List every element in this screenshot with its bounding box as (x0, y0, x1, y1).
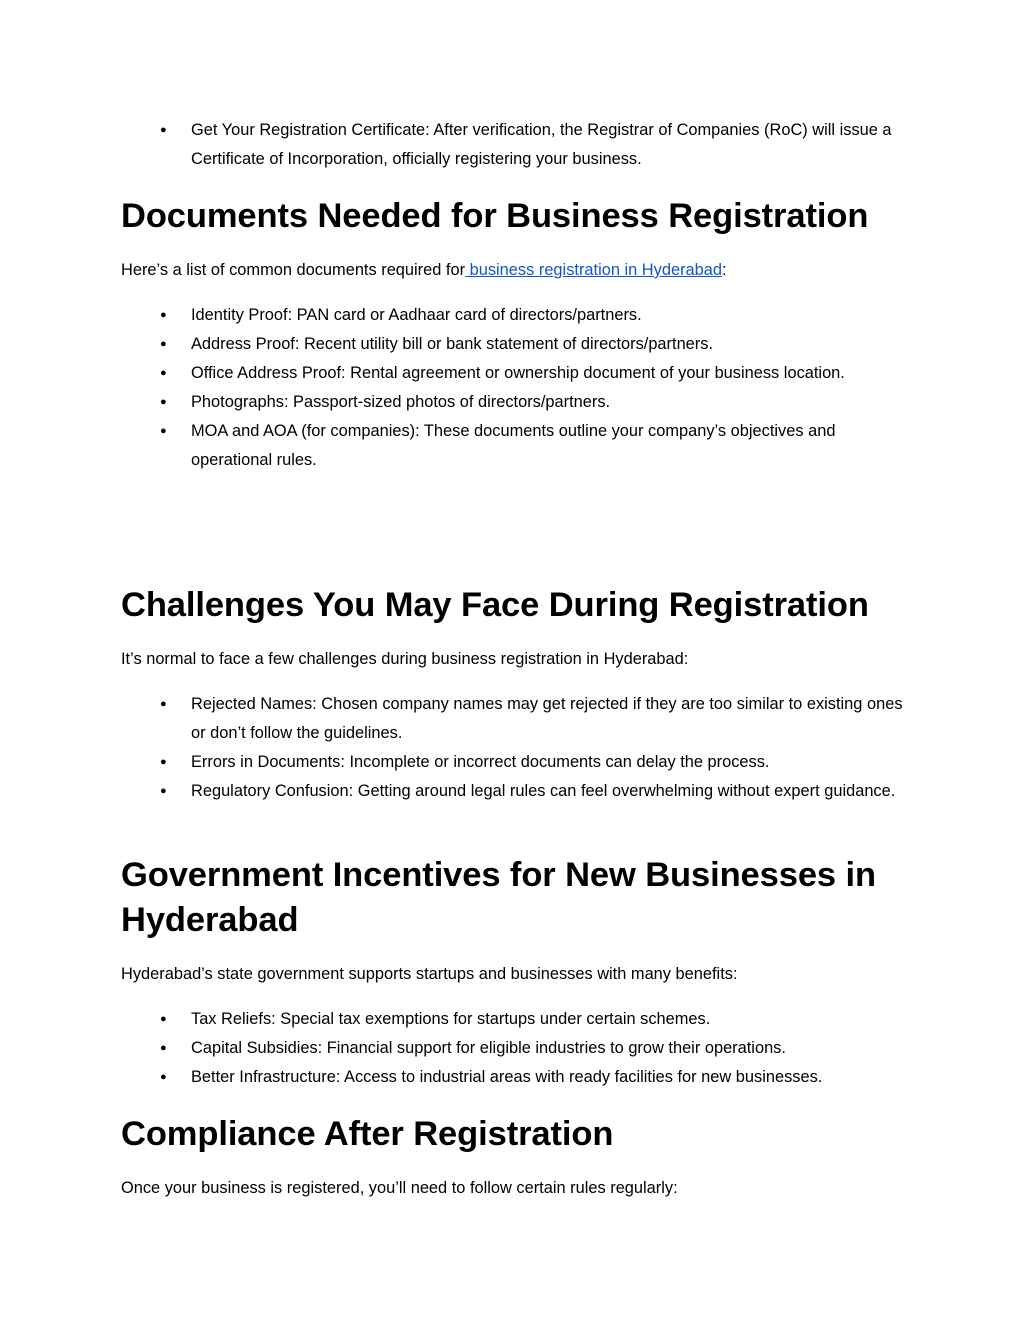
list-item: ● Capital Subsidies: Financial support for eligible industries to grow their operations. (0, 1034, 911, 1063)
documents-intro-colon: : (722, 261, 727, 279)
list-item: ● Errors in Documents: Incomplete or incorrect documents can delay the process. (0, 748, 911, 777)
list-item: ● Better Infrastructure: Access to industrial areas with ready facilities for new businesses. (0, 1063, 911, 1092)
list-item: ● Tax Reliefs: Special tax exemptions for startups under certain schemes. (0, 1005, 911, 1034)
incentives-list (0, 1005, 911, 1092)
list-item: ● Address Proof: Recent utility bill or bank statement of directors/partners. (0, 330, 911, 359)
section-heading-challenges: Challenges You May Face During Registration (121, 586, 869, 624)
challenges-list (0, 690, 911, 806)
list-item: ● Office Address Proof: Rental agreement or ownership document of your business location. (0, 359, 911, 388)
list-item: ● Rejected Names: Chosen company names may get rejected if they are too similar to existing ones or don’t follow the guidelines. (0, 690, 911, 748)
compliance-intro: Once your business is registered, you’ll need to follow certain rules regularly: (121, 1179, 678, 1197)
list-item: ● Identity Proof: PAN card or Aadhaar card of directors/partners. (0, 301, 911, 330)
section-heading-compliance: Compliance After Registration (121, 1115, 614, 1153)
documents-list (0, 301, 911, 475)
business-registration-link[interactable]: business registration in Hyderabad (465, 261, 722, 279)
list-item: ● MOA and AOA (for companies): These documents outline your company’s objectives and operational rules. (0, 417, 911, 475)
documents-intro (121, 259, 921, 281)
documents-intro-text: Here’s a list of common documents required for (121, 261, 466, 279)
registration-steps-list (0, 116, 911, 174)
incentives-intro: Hyderabad’s state government supports startups and businesses with many benefits: (121, 965, 738, 983)
section-heading-incentives: Government Incentives for New Businesses in Hyderabad (121, 856, 876, 939)
list-item: ● Regulatory Confusion: Getting around legal rules can feel overwhelming without expert guidance. (0, 777, 911, 806)
list-item: ● Get Your Registration Certificate: After verification, the Registrar of Companies (RoC) will issue a Certificate of Incorporation, officially registering your business. (0, 116, 911, 174)
list-item: ● Photographs: Passport-sized photos of directors/partners. (0, 388, 911, 417)
section-heading-documents: Documents Needed for Business Registration (121, 197, 869, 235)
challenges-intro: It’s normal to face a few challenges during business registration in Hyderabad: (121, 650, 689, 668)
